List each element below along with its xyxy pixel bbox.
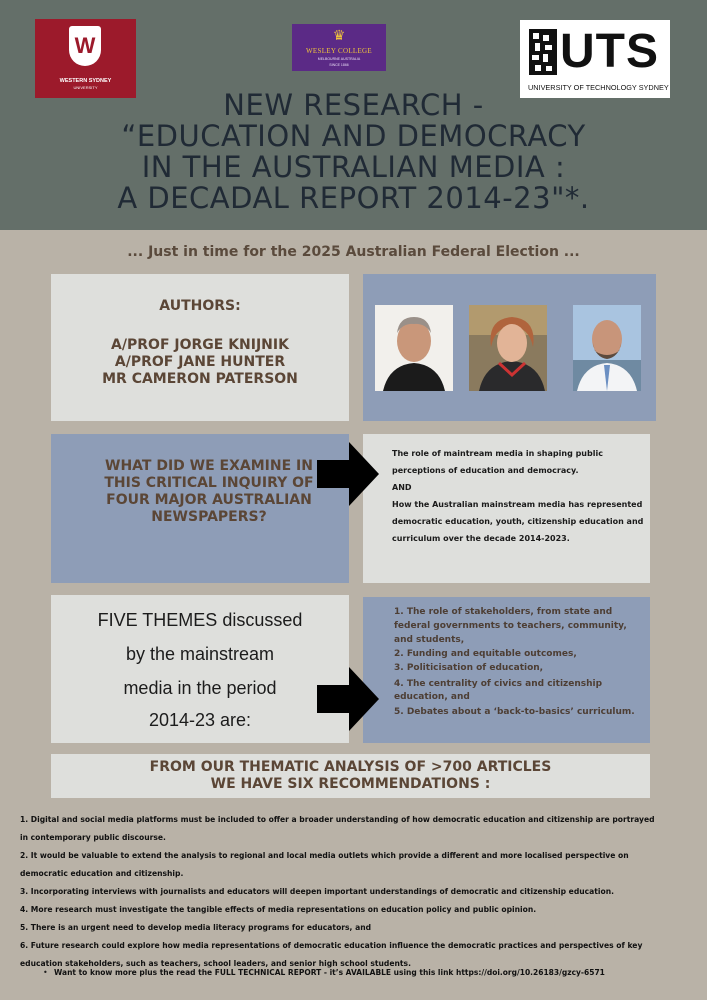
recommendation-line: 4. More research must investigate the tangible effects of media representations on education policy and public opinion. xyxy=(20,905,537,914)
right-arrow-icon xyxy=(317,442,379,506)
recommendations-list xyxy=(20,812,690,971)
wsu-name-line2: UNIVERSITY xyxy=(73,85,98,90)
recommendation-line: democratic education and citizenship. xyxy=(20,869,184,878)
question-line: NEWSPAPERS? xyxy=(151,509,267,525)
author-photo-1 xyxy=(375,305,453,391)
uts-mark-icon xyxy=(529,29,557,75)
theme-line: education, and xyxy=(394,692,470,702)
uts-subtitle: UNIVERSITY OF TECHNOLOGY SYDNEY xyxy=(528,83,669,92)
examined-topics-panel xyxy=(363,434,650,583)
examined-line: democratic education, youth, citizenship education and xyxy=(392,517,644,526)
wesley-sub2: SINCE 1866 xyxy=(329,63,349,67)
banner-line1: FROM OUR THEMATIC ANALYSIS OF >700 ARTICLES xyxy=(149,759,552,775)
author-photos-panel xyxy=(363,274,656,421)
wesley-college-logo xyxy=(292,24,386,71)
recommendation-line: 1. Digital and social media platforms must be included to offer a broader understanding of how democratic education and citizenship are portrayed xyxy=(20,815,655,824)
author-name: A/PROF JANE HUNTER xyxy=(114,354,286,370)
question-line: WHAT DID WE EXAMINE IN xyxy=(105,458,313,474)
title-line4: A DECADAL REPORT 2014-23"*. xyxy=(117,181,590,215)
wsu-name-line1: WESTERN SYDNEY xyxy=(59,78,112,84)
themes-intro-line: by the mainstream xyxy=(125,644,275,664)
recommendation-line: 5. There is an urgent need to develop media literacy programs for educators, and xyxy=(20,923,372,932)
author-photo-3 xyxy=(573,305,641,391)
recommendation-line: education stakeholders, such as teachers, school leaders, and senior high school students. xyxy=(20,959,411,968)
recommendation-line: in contemporary public discourse. xyxy=(20,833,166,842)
theme-line: federal governments to teachers, community, xyxy=(394,621,627,631)
recommendation-line: 6. Future research could explore how media representations of democratic education influence the democratic practices and perspectives of key xyxy=(20,941,643,950)
recommendations-banner xyxy=(51,754,650,798)
examine-question xyxy=(79,458,339,526)
lion-crest-icon: ♛ xyxy=(332,28,346,44)
question-line: FOUR MAJOR AUSTRALIAN xyxy=(106,492,312,508)
themes-intro-panel xyxy=(51,595,349,743)
recommendation-line: 3. Incorporating interviews with journalists and educators will deepen important understandings of democratic and citizenship education. xyxy=(20,887,615,896)
author-photo-2 xyxy=(469,305,547,391)
uts-wordmark: UTS xyxy=(560,25,659,78)
theme-line: 1. The role of stakeholders, from state and xyxy=(394,607,613,617)
wsu-letter: W xyxy=(74,33,96,58)
theme-line: and students, xyxy=(394,635,465,645)
authors-heading: AUTHORS: xyxy=(159,298,241,314)
banner-line2: WE HAVE SIX RECOMMENDATIONS : xyxy=(210,776,491,792)
bullet-icon: • xyxy=(43,968,48,977)
authors-names xyxy=(51,337,349,388)
theme-line: 2. Funding and equitable outcomes, xyxy=(394,649,577,659)
themes-list-panel xyxy=(363,597,650,743)
recommendation-line: 2. It would be valuable to extend the analysis to regional and local media outlets which provide a different and more localised perspective on xyxy=(20,851,629,860)
themes-intro-line: 2014-23 are: xyxy=(148,710,252,730)
wsu-shield-icon xyxy=(69,26,101,66)
uts-logo xyxy=(520,20,670,98)
themes-intro-line: FIVE THEMES discussed xyxy=(97,610,303,630)
examined-line: How the Australian mainstream media has represented xyxy=(392,500,643,509)
authors-panel xyxy=(51,274,349,421)
question-line: THIS CRITICAL INQUIRY OF xyxy=(104,475,314,491)
title-line3: IN THE AUSTRALIAN MEDIA : xyxy=(141,150,566,184)
western-sydney-university-logo xyxy=(35,19,136,98)
author-name: MR CAMERON PATERSON xyxy=(102,371,298,387)
wesley-sub1: MELBOURNE AUSTRALIA xyxy=(317,57,361,61)
poster-title xyxy=(20,90,687,214)
title-line1: NEW RESEARCH - xyxy=(223,88,484,122)
right-arrow-icon xyxy=(317,667,379,731)
tagline: ... Just in time for the 2025 Australian Federal Election ... xyxy=(127,244,580,260)
author-name: A/PROF JORGE KNIJNIK xyxy=(111,337,289,353)
themes-intro-line: media in the period xyxy=(123,678,277,698)
examined-line: AND xyxy=(392,483,412,492)
examined-line: curriculum over the decade 2014-2023. xyxy=(392,534,570,543)
wesley-name: WESLEY COLLEGE xyxy=(306,47,372,55)
theme-line: 5. Debates about a ‘back-to-basics’ curriculum. xyxy=(394,707,635,717)
title-line2: “EDUCATION AND DEMOCRACY xyxy=(121,119,586,153)
theme-line: 3. Politicisation of education, xyxy=(394,663,544,673)
report-link-text[interactable]: Want to know more plus the read the FULL TECHNICAL REPORT - it’s AVAILABLE using this link https://doi.org/10.26183/gzcy-6571 xyxy=(54,968,605,977)
examined-line: perceptions of education and democracy. xyxy=(392,466,579,475)
examined-line: The role of maintream media in shaping public xyxy=(392,449,603,458)
examine-question-panel xyxy=(51,434,349,583)
theme-line: 4. The centrality of civics and citizenship xyxy=(394,679,603,689)
